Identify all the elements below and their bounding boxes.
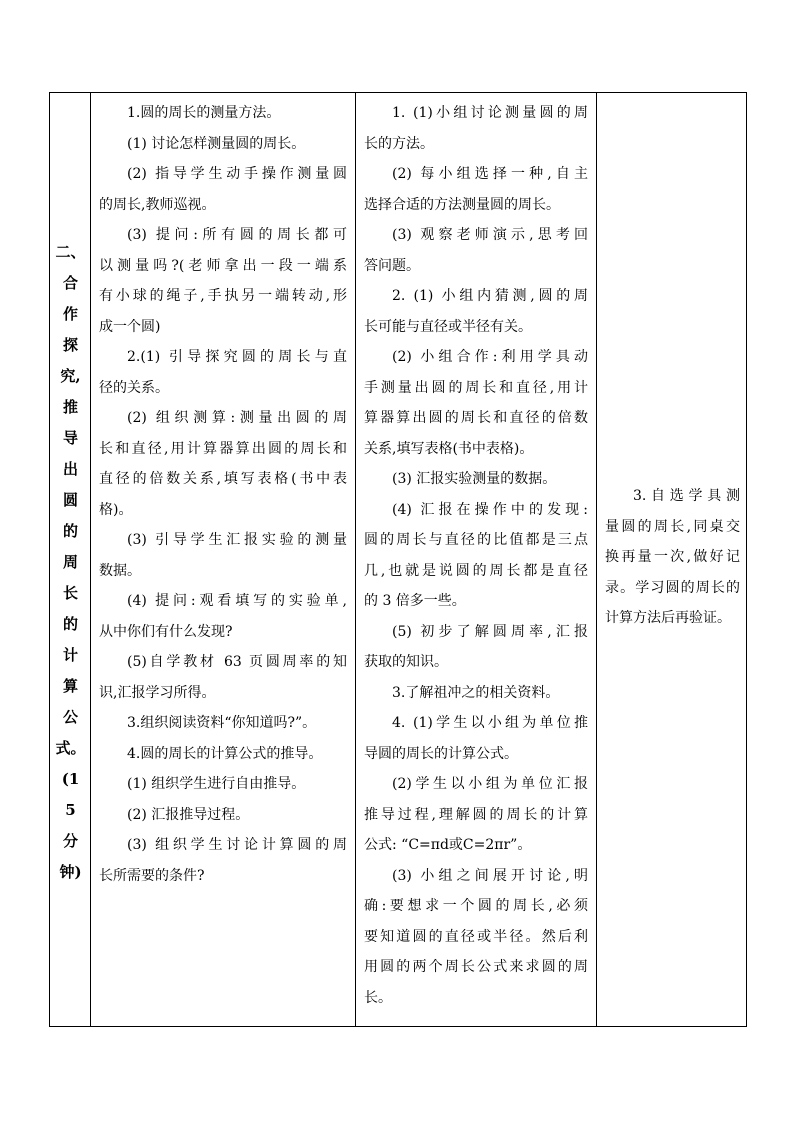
student-line: (2)学生以小组为单位汇报 <box>392 776 588 792</box>
teacher-line: 径的关系。 <box>99 379 169 396</box>
teacher-line: 从中你们有什么发现? <box>99 623 233 640</box>
student-line: 的 3 倍多一些。 <box>364 593 466 609</box>
teacher-line: (3) 引导学生汇报实验的测量 <box>127 532 347 548</box>
teacher-line: 2.(1) 引导探究圆的周长与直 <box>127 349 347 365</box>
student-line: 用圆的两个周长公式来求圆的周 <box>364 959 588 975</box>
student-activity-cell <box>356 93 597 1026</box>
section-title-char: 公 <box>62 708 78 726</box>
section-title-char: 算 <box>62 677 78 695</box>
section-title-char: 的 <box>62 615 78 633</box>
section-title-cell <box>50 93 91 1026</box>
student-line: 答问题。 <box>364 257 420 274</box>
teacher-line: 直径的倍数关系,填写表格(书中表 <box>99 471 347 487</box>
student-line: 关系,填写表格(书中表格)。 <box>364 440 534 457</box>
section-title-char: 周 <box>62 553 78 571</box>
student-line: (3) 小组之间展开讨论,明 <box>392 867 588 884</box>
student-line: (3) 观察老师演示,思考回 <box>392 227 588 243</box>
teacher-line: (1) 组织学生进行自由推导。 <box>127 776 306 792</box>
student-line: 1. (1)小组讨论测量圆的周 <box>392 105 588 121</box>
student-line: 选择合适的方法测量圆的周长。 <box>364 196 560 213</box>
teacher-line: 长所需要的条件? <box>99 867 205 884</box>
teacher-line: 3.组织阅读资料“你知道吗?”。 <box>127 715 317 731</box>
section-title-char: 分 <box>62 832 78 850</box>
student-line: 导圆的周长的计算公式。 <box>364 745 518 762</box>
design-line: 3. 自 选 学 具 测 <box>633 488 740 504</box>
student-line: (2) 小组合作:利用学具动 <box>392 349 588 365</box>
teacher-line: (2) 汇报推导过程。 <box>127 806 250 823</box>
section-title-char: 5 <box>65 801 76 819</box>
student-line: (2) 每小组选择一种,自主 <box>392 166 588 182</box>
design-line: 量圆的周长,同桌交 <box>605 518 740 535</box>
design-line: 计算方法后再验证。 <box>605 610 731 626</box>
student-line: 手测量出圆的周长和直径,用计 <box>364 379 588 396</box>
student-line: 推导过程,理解圆的周长的计算 <box>364 806 588 823</box>
section-title-char: 的 <box>62 522 78 540</box>
section-title-char: 钟) <box>59 863 82 881</box>
teacher-line: 识,汇报学习所得。 <box>99 684 216 701</box>
section-title-char: 导 <box>62 429 78 447</box>
section-title-char: 圆 <box>62 491 78 509</box>
teacher-line: 格)。 <box>99 501 133 518</box>
student-line: 圆的周长与直径的比值都是三点 <box>364 532 588 548</box>
teacher-activity-cell <box>91 93 356 1026</box>
lesson-table <box>49 92 747 1027</box>
student-line: 确:要想求一个圆的周长,必须 <box>364 898 588 914</box>
student-line: 要知道圆的直径或半径。然后利 <box>364 928 588 945</box>
student-line: 算器算出圆的周长和直径的倍数 <box>364 410 588 426</box>
teacher-line: (2) 组织测算:测量出圆的周 <box>127 410 347 426</box>
student-line: 公式: “C=πd或C=2πr”。 <box>364 837 532 853</box>
section-title-char: 探 <box>62 336 78 354</box>
section-title-char: 二、 <box>55 243 86 261</box>
design-intent-cell <box>597 93 748 1026</box>
teacher-activity-text <box>99 98 347 891</box>
student-activity-text <box>364 98 588 1013</box>
teacher-line: 成一个圆) <box>99 318 161 335</box>
student-line: 2. (1) 小组内猜测,圆的周 <box>392 288 588 304</box>
teacher-line: (3) 组织学生讨论计算圆的周 <box>127 837 347 853</box>
teacher-line: 的周长,教师巡视。 <box>99 196 216 213</box>
teacher-line: 有小球的绳子,手执另一端转动,形 <box>99 288 347 304</box>
design-intent-text <box>605 481 740 634</box>
student-line: 获取的知识。 <box>364 654 448 670</box>
student-line: 几,也就是说圆的周长都是直径 <box>364 562 588 579</box>
student-line: 4. (1)学生以小组为单位推 <box>392 715 588 731</box>
student-line: 长的方法。 <box>364 135 434 152</box>
design-line: 录。学习圆的周长的 <box>605 579 740 596</box>
teacher-line: (4) 提问:观看填写的实验单, <box>127 593 347 609</box>
student-line: 3.了解祖冲之的相关资料。 <box>392 684 560 701</box>
teacher-line: 1.圆的周长的测量方法。 <box>127 105 281 121</box>
student-line: 长。 <box>364 989 392 1006</box>
teacher-line: (2) 指导学生动手操作测量圆 <box>127 166 347 182</box>
teacher-line: 长和直径,用计算器算出圆的周长和 <box>99 440 347 457</box>
section-title-char: (1 <box>61 770 80 788</box>
section-title-char: 计 <box>62 646 78 664</box>
design-line: 换再量一次,做好记 <box>605 549 740 565</box>
student-line: (3) 汇报实验测量的数据。 <box>392 471 557 487</box>
section-title <box>50 237 91 888</box>
section-title-char: 推 <box>62 398 78 416</box>
teacher-line: (1) 讨论怎样测量圆的周长。 <box>127 135 306 152</box>
teacher-line: 4.圆的周长的计算公式的推导。 <box>127 745 323 762</box>
teacher-line: 以测量吗?(老师拿出一段一端系 <box>99 257 347 274</box>
teacher-line: 数据。 <box>99 562 141 579</box>
student-line: (4) 汇报在操作中的发现: <box>392 501 588 518</box>
section-title-char: 长 <box>62 584 78 602</box>
section-title-char: 出 <box>62 460 78 478</box>
student-line: (5) 初步了解圆周率,汇报 <box>392 623 588 640</box>
section-title-char: 究, <box>60 367 81 385</box>
section-title-char: 合 <box>62 274 78 292</box>
section-title-char: 式。 <box>55 739 86 757</box>
teacher-line: (5)自学教材 63 页圆周率的知 <box>127 654 347 670</box>
section-title-char: 作 <box>62 305 78 323</box>
teacher-line: (3) 提问:所有圆的周长都可 <box>127 227 347 243</box>
student-line: 长可能与直径或半径有关。 <box>364 318 532 335</box>
